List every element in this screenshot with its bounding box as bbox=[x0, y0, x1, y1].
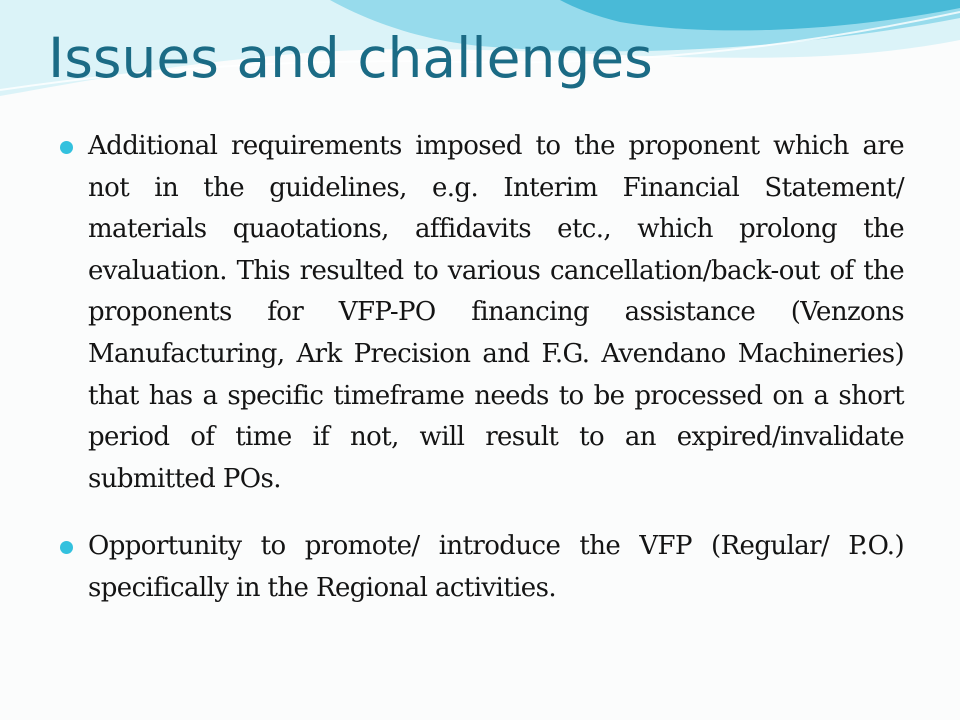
bullet-item-issues bbox=[60, 126, 904, 500]
slide-title: Issues and challenges bbox=[48, 26, 653, 90]
bullet-item-opportunity bbox=[60, 526, 904, 609]
bullet-list bbox=[60, 126, 904, 636]
bullet-text: Opportunity to promote/ introduce the VFP (Regular/ P.O.) specifically in the Regional activities. bbox=[88, 531, 904, 603]
bullet-text: Additional requirements imposed to the proponent which are not in the guidelines, e.g. Interim Financial Statement/ materials quaotations, affidavits etc., which prolong the evaluation. This resulted to various cancellation/back-out of the proponents for VFP-PO financing assistance (Venzons Manufacturing, Ark Precision and F.G. Avendano Machineries) that has a specific timeframe needs to be processed on a short period of time if not, will result to an expired/invalidate submitted POs. bbox=[88, 131, 904, 494]
bullet-dot-icon bbox=[60, 141, 73, 154]
bullet-dot-icon bbox=[60, 541, 73, 554]
